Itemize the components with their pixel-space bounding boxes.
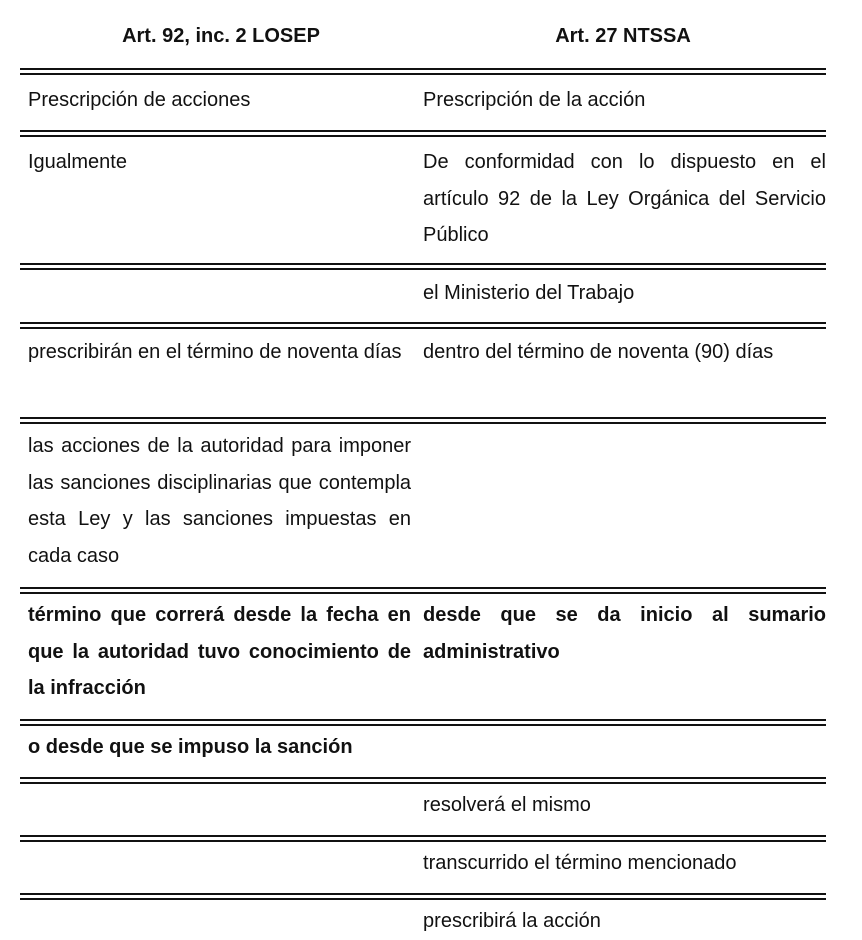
table-row bbox=[20, 900, 826, 940]
table-header bbox=[0, 22, 862, 52]
cell-ntssa bbox=[423, 726, 826, 777]
column-title-losep: Art. 92, inc. 2 LOSEP bbox=[122, 25, 320, 47]
double-rule bbox=[20, 893, 826, 900]
cell-ntssa: prescribirá la acción bbox=[423, 910, 601, 932]
table-row bbox=[20, 842, 826, 893]
double-rule bbox=[20, 719, 826, 726]
cell-losep: término que correrá desde la fecha en que la autoridad tuvo conocimiento de la infracción bbox=[28, 604, 412, 699]
cell-ntssa: De conformidad con lo dispuesto en el artículo 92 de la Ley Orgánica del Servicio Público bbox=[423, 151, 826, 246]
comparison-table bbox=[20, 68, 826, 940]
table-row bbox=[20, 270, 826, 322]
table-row bbox=[20, 784, 826, 835]
cell-losep bbox=[20, 784, 411, 835]
cell-losep: Prescripción de acciones bbox=[28, 89, 251, 111]
table-row bbox=[20, 329, 826, 417]
double-rule bbox=[20, 587, 826, 594]
cell-losep bbox=[20, 842, 411, 893]
table-row bbox=[20, 75, 826, 130]
cell-losep: las acciones de la autoridad para imponer las sanciones disciplinarias que contempla esta Ley y las sanciones impuestas en cada caso bbox=[28, 435, 412, 567]
cell-losep: prescribirán en el término de noventa días bbox=[28, 341, 402, 363]
table-row bbox=[20, 594, 826, 719]
double-rule bbox=[20, 322, 826, 329]
cell-ntssa: desde que se da inicio al sumario administrativo bbox=[423, 604, 826, 663]
cell-ntssa: dentro del término de noventa (90) días bbox=[423, 341, 774, 363]
table-row bbox=[20, 137, 826, 263]
table-row bbox=[20, 424, 826, 587]
cell-ntssa: el Ministerio del Trabajo bbox=[423, 282, 635, 304]
cell-losep bbox=[20, 900, 411, 940]
double-rule bbox=[20, 835, 826, 842]
double-rule bbox=[20, 263, 826, 270]
cell-losep bbox=[20, 270, 411, 322]
double-rule bbox=[20, 417, 826, 424]
table-row bbox=[20, 726, 826, 777]
cell-ntssa: Prescripción de la acción bbox=[423, 89, 646, 111]
column-title-ntssa: Art. 27 NTSSA bbox=[555, 25, 691, 47]
double-rule bbox=[20, 68, 826, 75]
cell-ntssa: resolverá el mismo bbox=[423, 794, 591, 816]
cell-losep: o desde que se impuso la sanción bbox=[28, 736, 353, 758]
double-rule bbox=[20, 130, 826, 137]
cell-ntssa: transcurrido el término mencionado bbox=[423, 852, 737, 874]
double-rule bbox=[20, 777, 826, 784]
cell-ntssa bbox=[423, 424, 826, 587]
cell-losep: Igualmente bbox=[28, 151, 127, 173]
